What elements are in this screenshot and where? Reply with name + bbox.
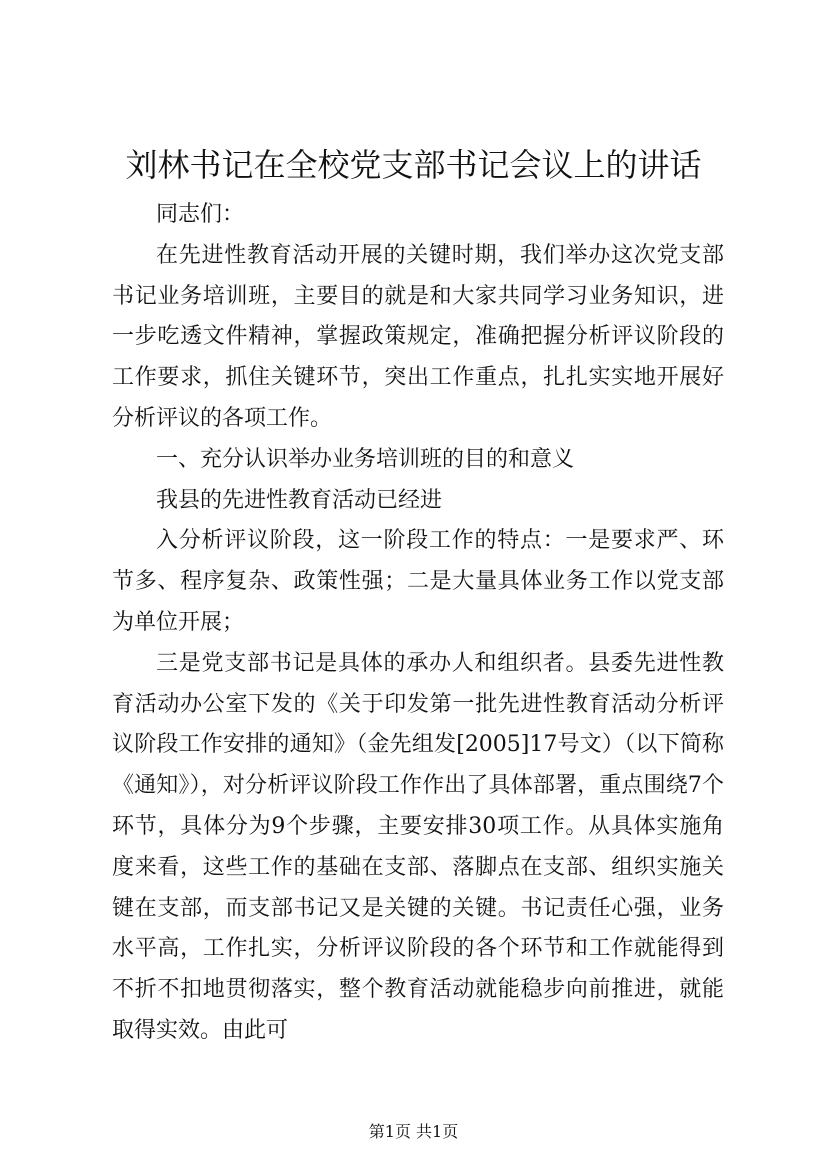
body-paragraph: 入分析评议阶段，这一阶段工作的特点：一是要求严、环节多、程序复杂、政策性强；二是大量具体业务工作以党支部为单位开展； bbox=[112, 528, 724, 635]
body-paragraph: 我县的先进性教育活动已经进 bbox=[156, 487, 443, 513]
document-body bbox=[112, 195, 724, 1052]
page-footer: 第1页 共1页 bbox=[368, 1122, 459, 1141]
document-title: 刘林书记在全校党支部书记会议上的讲话 bbox=[125, 146, 702, 184]
salutation-paragraph: 同志们： bbox=[156, 202, 245, 227]
intro-paragraph: 在先进性教育活动开展的关键时期，我们举办这次党支部书记业务培训班，主要目的就是和大家共同学习业务知识，进一步吃透文件精神，掌握政策规定，准确把握分析评议阶段的工作要求，抓住关键环节，突出工作重点，扎扎实实地开展好分析评议的各项工作。 bbox=[112, 242, 724, 431]
body-paragraph: 三是党支部书记是具体的承办人和组织者。县委先进性教育活动办公室下发的《关于印发第一批先进性教育活动分析评议阶段工作安排的通知》（金先组发[2005]17号文）（以下简称《通知》），对分析评议阶段工作作出了具体部署，重点围绕7个环节，具体分为9个步骤，主要安排30项工作。从具体实施角度来看，这些工作的基础在支部、落脚点在支部、组织实施关键在支部，而支部书记又是关键的关键。书记责任心强，业务水平高，工作扎实，分析评议阶段的各个环节和工作就能得到不折不扣地贯彻落实，整个教育活动就能稳步向前推进，就能取得实效。由此可 bbox=[112, 650, 724, 1043]
section-heading: 一、充分认识举办业务培训班的目的和意义 bbox=[156, 446, 575, 472]
